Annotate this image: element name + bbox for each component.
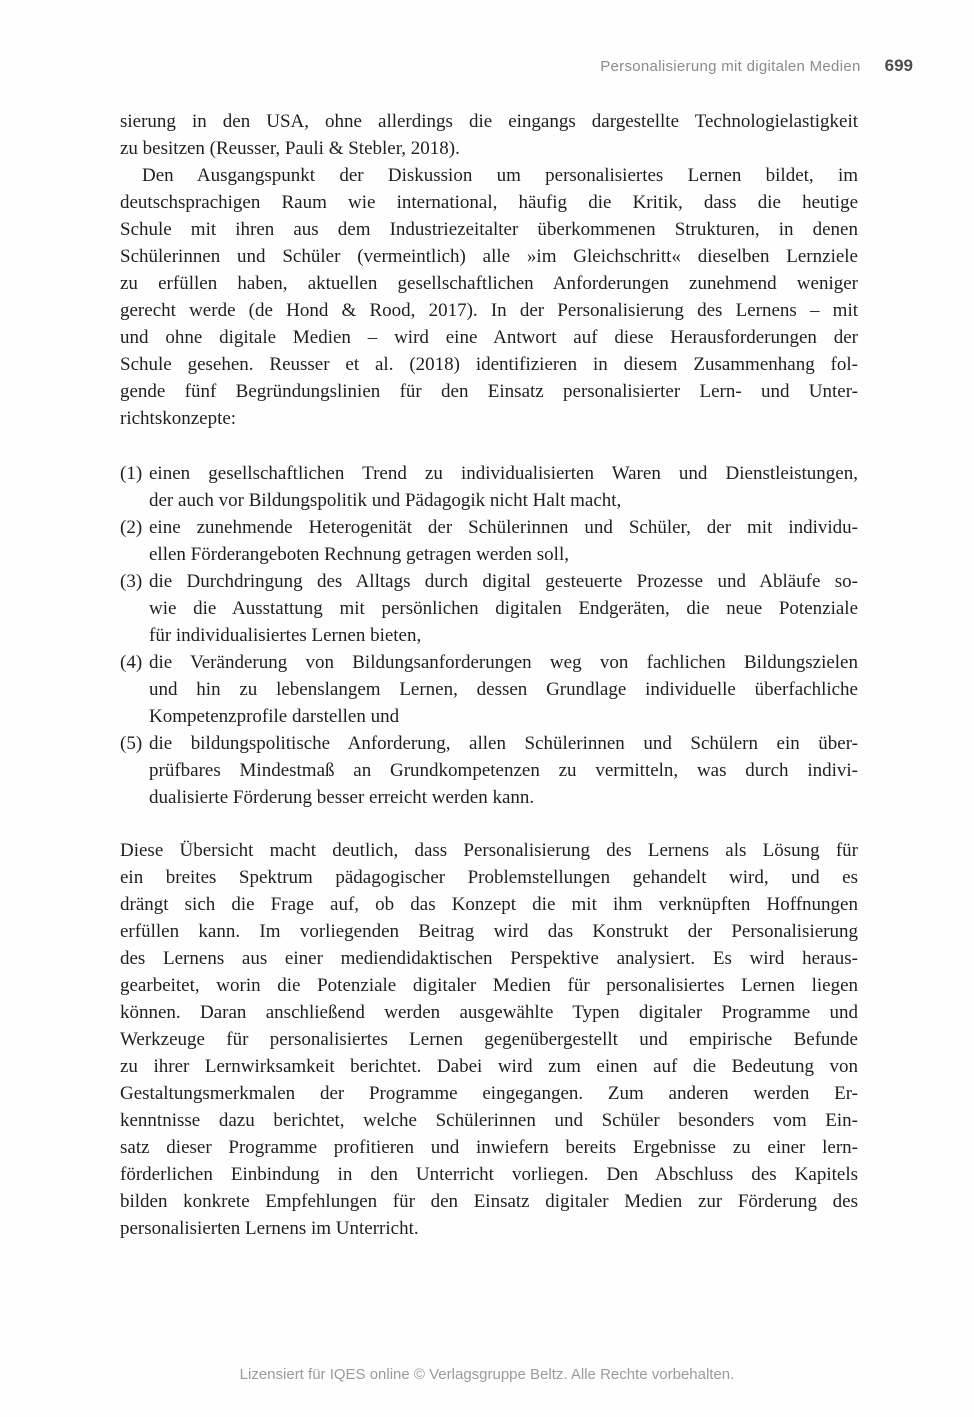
text-line: und hin zu lebenslangem Lernen, dessen Grundlage individuelle überfachliche — [149, 679, 858, 700]
text-line: wie die Ausstattung mit persönlichen digitalen Endgeräten, die neue Potenziale — [149, 598, 858, 619]
text-line: satz dieser Programme profitieren und inwiefern bereits Ergebnisse zu einer lern- — [120, 1137, 858, 1158]
list-item — [120, 460, 858, 514]
list-marker: (3) — [120, 571, 143, 592]
paragraph — [120, 837, 858, 1242]
text-line: gerecht werde (de Hond & Rood, 2017). In der Personalisierung des Lernens – mit — [120, 300, 858, 321]
text-line: Schülerinnen und Schüler (vermeintlich) alle »im Gleichschritt« dieselben Lernziele — [120, 246, 858, 267]
text-line: zu erfüllen haben, aktuellen gesellschaftlichen Anforderungen zunehmend weniger — [120, 273, 858, 294]
list-marker: (5) — [120, 733, 143, 754]
text-line: richtskonzepte: — [120, 408, 237, 429]
list-marker: (4) — [120, 652, 143, 673]
page-footer — [0, 1366, 974, 1383]
text-line: ein breites Spektrum pädagogischer Problemstellungen gehandelt wird, und es — [120, 867, 858, 888]
text-line: einen gesellschaftlichen Trend zu individualisierten Waren und Dienstleistungen, — [149, 463, 858, 484]
text-line: Gestaltungsmerkmalen der Programme eingegangen. Zum anderen werden Er- — [120, 1083, 858, 1104]
numbered-list — [120, 460, 858, 811]
list-marker: (1) — [120, 463, 143, 484]
text-line: drängt sich die Frage auf, ob das Konzept die mit ihm verknüpften Hoffnungen — [120, 894, 858, 915]
text-line: Schule mit ihren aus dem Industriezeitalter überkommenen Strukturen, in denen — [120, 219, 858, 240]
text-line: zu ihrer Lernwirksamkeit berichtet. Dabei wird zum einen auf die Bedeutung von — [120, 1056, 858, 1077]
text-line: der auch vor Bildungspolitik und Pädagogik nicht Halt macht, — [149, 490, 622, 511]
text-line: kenntnisse dazu berichtet, welche Schülerinnen und Schüler besonders vom Ein- — [120, 1110, 858, 1131]
text-line: ellen Förderangeboten Rechnung getragen werden soll, — [149, 544, 569, 565]
text-line: bilden konkrete Empfehlungen für den Einsatz digitaler Medien zur Förderung des — [120, 1191, 858, 1212]
license-text: Lizensiert für IQES online © Verlagsgruppe Beltz. Alle Rechte vorbehalten. — [239, 1366, 735, 1383]
text-line: die Durchdringung des Alltags durch digital gesteuerte Prozesse und Abläufe so- — [149, 571, 858, 592]
list-item — [120, 568, 858, 649]
text-line: die Veränderung von Bildungsanforderungen weg von fachlichen Bildungszielen — [149, 652, 858, 673]
text-line: erfüllen kann. Im vorliegenden Beitrag wird das Konstrukt der Personalisierung — [120, 921, 858, 942]
text-line: Werkzeuge für personalisiertes Lernen gegenübergestellt und empirische Befunde — [120, 1029, 858, 1050]
text-line: können. Daran anschließend werden ausgewählte Typen digitaler Programme und — [120, 1002, 858, 1023]
text-line: prüfbares Mindestmaß an Grundkompetenzen zu vermitteln, was durch indivi- — [149, 760, 858, 781]
paragraph — [120, 108, 858, 162]
body-text — [120, 108, 858, 1242]
list-item — [120, 730, 858, 811]
text-line: förderlichen Einbindung in den Unterricht vorliegen. Den Abschluss des Kapitels — [120, 1164, 858, 1185]
text-line: sierung in den USA, ohne allerdings die eingangs dargestellte Technologielastigkeit — [120, 111, 858, 132]
text-line: für individualisiertes Lernen bieten, — [149, 625, 422, 646]
text-line: zu besitzen (Reusser, Pauli & Stebler, 2018). — [120, 138, 460, 159]
text-line: deutschsprachigen Raum wie international, häufig die Kritik, dass die heutige — [120, 192, 858, 213]
text-line: gende fünf Begründungslinien für den Einsatz personalisierter Lern- und Unter- — [120, 381, 858, 402]
text-line: die bildungspolitische Anforderung, allen Schülerinnen und Schülern ein über- — [149, 733, 858, 754]
page-header — [0, 0, 974, 76]
text-line: dualisierte Förderung besser erreicht werden kann. — [149, 787, 535, 808]
paragraph — [120, 162, 858, 432]
text-line: personalisierten Lernens im Unterricht. — [120, 1218, 419, 1239]
text-line: Schule gesehen. Reusser et al. (2018) identifizieren in diesem Zusammenhang fol- — [120, 354, 858, 375]
running-header-title: Personalisierung mit digitalen Medien — [600, 58, 861, 75]
list-marker: (2) — [120, 517, 143, 538]
text-line: Kompetenzprofile darstellen und — [149, 706, 400, 727]
text-line: des Lernens aus einer mediendidaktischen Perspektive analysiert. Es wird heraus- — [120, 948, 858, 969]
text-line: gearbeitet, worin die Potenziale digitaler Medien für personalisiertes Lernen liegen — [120, 975, 858, 996]
text-line: eine zunehmende Heterogenität der Schülerinnen und Schüler, der mit individu- — [149, 517, 858, 538]
text-line: Diese Übersicht macht deutlich, dass Personalisierung des Lernens als Lösung für — [120, 840, 858, 861]
list-item — [120, 649, 858, 730]
text-line: Den Ausgangspunkt der Diskussion um personalisiertes Lernen bildet, im — [142, 165, 858, 186]
text-line: und ohne digitale Medien – wird eine Antwort auf diese Herausforderungen der — [120, 327, 858, 348]
page-number: 699 — [884, 56, 913, 75]
list-item — [120, 514, 858, 568]
